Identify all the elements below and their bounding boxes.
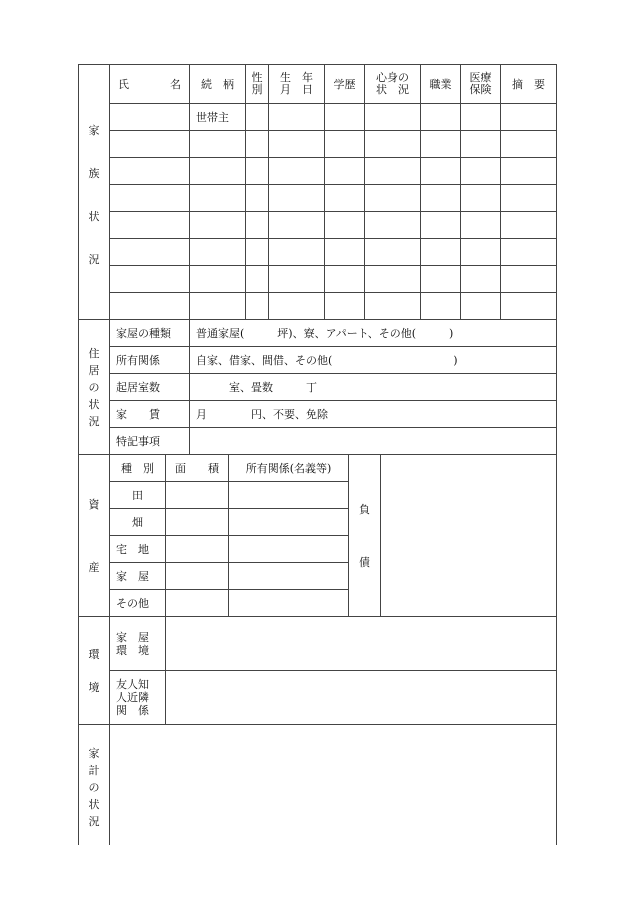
family-cell[interactable] [190,266,246,293]
family-cell[interactable] [190,212,246,239]
family-cell[interactable] [325,185,365,212]
family-cell[interactable] [246,185,269,212]
family-cell[interactable] [461,131,501,158]
assets-section-label [79,455,110,617]
housing-status-table [78,319,557,455]
header-sex [246,65,269,104]
header-sex-1: 性 [251,71,263,84]
family-cell[interactable] [110,212,190,239]
family-cell[interactable] [110,158,190,185]
header-condition-1: 心身の [376,71,409,84]
budget-value[interactable] [110,725,557,845]
asset-cell[interactable] [229,536,349,563]
family-cell[interactable] [110,293,190,320]
family-cell[interactable] [421,212,461,239]
debt-value[interactable] [381,455,557,617]
asset-row-other: その他 [110,590,166,617]
asset-cell[interactable] [166,536,229,563]
header-insurance-1: 医療 [469,71,492,84]
housing-label-char: 況 [88,414,100,428]
family-label-char: 況 [88,253,100,266]
family-cell[interactable] [246,104,269,131]
family-label-char: 状 [88,210,100,223]
family-cell[interactable] [501,293,557,320]
asset-type-header: 種 別 [110,455,166,482]
asset-cell[interactable] [166,563,229,590]
family-cell[interactable] [365,239,421,266]
family-status-table [78,64,557,320]
assets-label-char: 資 [88,497,100,511]
family-cell[interactable] [365,212,421,239]
header-notes: 摘 要 [501,65,557,104]
ownership-label: 所有関係 [110,347,190,374]
family-cell[interactable] [190,185,246,212]
housing-label-char: 居 [88,363,100,377]
housing-type-label: 家屋の種類 [110,320,190,347]
rooms-label: 起居室数 [110,374,190,401]
family-row [79,239,557,266]
environment-label-char: 環 [88,647,100,661]
family-cell[interactable] [421,293,461,320]
header-birthdate [269,65,325,104]
budget-label-char: 計 [88,764,100,777]
neighbor-line: 友人知 [116,678,149,691]
neighbor-relations-label [110,671,166,725]
header-birth-2: 月 日 [280,83,313,96]
family-label-char: 家 [88,124,100,137]
family-cell[interactable] [269,104,325,131]
family-cell[interactable] [269,293,325,320]
budget-label-char: 状 [88,798,100,811]
family-cell[interactable] [269,185,325,212]
family-cell[interactable] [461,266,501,293]
assets-label-char: 産 [88,560,100,574]
family-cell[interactable] [501,212,557,239]
header-insurance [461,65,501,104]
header-birth-1: 生 年 [280,71,313,84]
asset-cell[interactable] [229,563,349,590]
family-cell[interactable] [269,239,325,266]
neighbor-line: 人近隣 [116,691,149,704]
family-cell[interactable] [190,239,246,266]
house-env-line: 家 屋 [116,630,149,644]
header-occupation: 職業 [421,65,461,104]
family-cell[interactable] [110,104,190,131]
family-row [79,212,557,239]
family-cell[interactable] [501,104,557,131]
debt-label-char: 債 [359,555,370,569]
family-cell[interactable] [325,131,365,158]
family-cell[interactable] [325,158,365,185]
family-cell[interactable] [421,158,461,185]
family-cell[interactable] [461,185,501,212]
family-cell[interactable] [461,158,501,185]
asset-row-rice-field: 田 [110,482,166,509]
asset-cell[interactable] [166,590,229,617]
family-cell[interactable] [421,131,461,158]
family-cell[interactable] [365,131,421,158]
welfare-record-form [78,64,556,844]
environment-table [78,616,557,725]
family-row [79,266,557,293]
family-cell[interactable] [365,293,421,320]
family-row [79,104,557,131]
header-name-2: 名 [170,77,181,91]
family-cell[interactable] [461,212,501,239]
rent-label: 家 賃 [110,401,190,428]
house-env-line: 環 境 [116,643,149,657]
family-cell[interactable] [246,239,269,266]
house-environment-label [110,617,166,671]
budget-label-char: の [88,781,100,794]
header-condition [365,65,421,104]
household-budget-table [78,724,557,845]
asset-cell[interactable] [229,482,349,509]
header-name-1: 氏 [118,77,129,91]
family-cell[interactable] [190,131,246,158]
family-section-label [79,65,110,320]
budget-label-char: 家 [88,747,100,760]
family-cell[interactable] [461,293,501,320]
family-cell[interactable] [501,266,557,293]
header-relation: 続 柄 [190,65,246,104]
family-row [79,158,557,185]
remarks-value[interactable] [190,428,557,455]
ownership-value[interactable]: 自家、借家、間借、その他( ) [190,347,557,374]
family-label-char: 族 [88,167,100,180]
family-cell[interactable] [246,266,269,293]
family-row [79,185,557,212]
assets-table [78,454,557,617]
family-cell[interactable] [246,212,269,239]
neighbor-line: 関 係 [116,704,149,717]
housing-section-label [79,320,110,455]
family-cell[interactable] [269,212,325,239]
asset-row-house: 家 屋 [110,563,166,590]
family-row [79,293,557,320]
family-cell[interactable] [325,293,365,320]
family-cell[interactable] [190,293,246,320]
family-cell[interactable] [246,158,269,185]
house-environment-value[interactable] [166,617,557,671]
header-name [110,65,190,104]
family-cell[interactable] [461,104,501,131]
family-cell[interactable] [501,158,557,185]
header-condition-2: 状 況 [376,83,409,96]
asset-cell[interactable] [166,482,229,509]
family-cell[interactable] [190,158,246,185]
family-cell[interactable] [365,266,421,293]
housing-type-value[interactable]: 普通家屋( 坪)、寮、アパート、その他( ) [190,320,557,347]
family-cell[interactable] [421,185,461,212]
asset-ownership-header: 所有関係(名義等) [229,455,349,482]
family-cell[interactable] [421,104,461,131]
family-cell[interactable] [269,266,325,293]
family-cell[interactable] [325,212,365,239]
budget-label-char: 況 [88,815,100,828]
housing-label-char: の [88,380,100,394]
debt-label [349,455,381,617]
family-cell[interactable] [110,239,190,266]
family-cell[interactable] [325,239,365,266]
asset-row-land: 宅 地 [110,536,166,563]
family-cell[interactable] [365,104,421,131]
family-cell[interactable] [325,266,365,293]
family-cell[interactable] [365,158,421,185]
family-cell[interactable] [269,131,325,158]
asset-cell[interactable] [229,509,349,536]
neighbor-relations-value[interactable] [166,671,557,725]
asset-cell[interactable] [229,590,349,617]
housing-label-char: 状 [88,397,100,411]
housing-label-char: 住 [88,346,100,360]
family-cell[interactable] [501,131,557,158]
family-cell[interactable] [501,185,557,212]
asset-row-field: 畑 [110,509,166,536]
environment-section-label [79,617,110,725]
rent-value[interactable]: 月 円、不要、免除 [190,401,557,428]
family-cell[interactable] [110,131,190,158]
family-cell[interactable] [421,239,461,266]
family-cell[interactable] [325,104,365,131]
family-row [79,131,557,158]
environment-label-char: 境 [88,680,100,694]
header-insurance-2: 保険 [469,83,492,96]
budget-section-label [79,725,110,845]
header-sex-2: 別 [251,83,263,96]
family-cell[interactable] [269,158,325,185]
family-cell[interactable] [421,266,461,293]
family-relation-head[interactable]: 世帯主 [190,104,246,131]
family-cell[interactable] [365,185,421,212]
family-cell[interactable] [461,239,501,266]
asset-area-header: 面 積 [166,455,229,482]
family-cell[interactable] [246,131,269,158]
family-cell[interactable] [501,239,557,266]
family-cell[interactable] [110,266,190,293]
remarks-label: 特記事項 [110,428,190,455]
family-cell[interactable] [246,293,269,320]
header-education: 学歴 [325,65,365,104]
rooms-value[interactable]: 室、畳数 丁 [190,374,557,401]
asset-cell[interactable] [166,509,229,536]
debt-label-char: 負 [359,502,370,516]
family-cell[interactable] [110,185,190,212]
